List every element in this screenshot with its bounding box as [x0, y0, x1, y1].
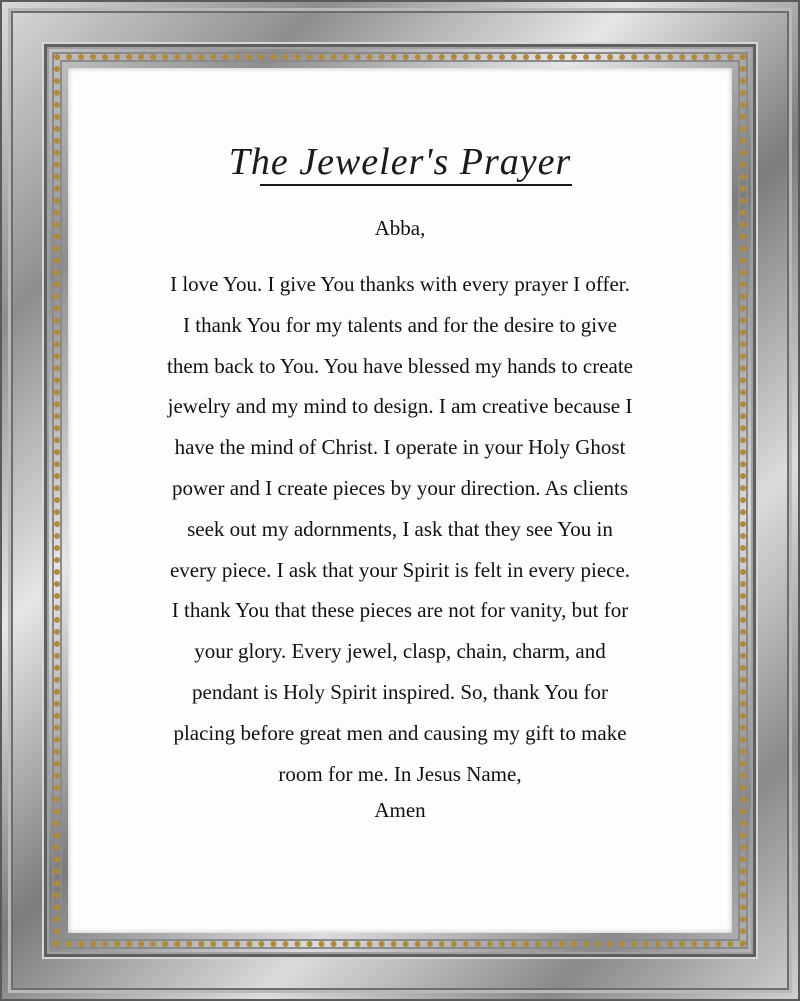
- prayer-line: every piece. I ask that your Spirit is felt in every piece.: [169, 557, 631, 582]
- prayer-document: [68, 68, 732, 933]
- prayer-body: [68, 264, 732, 794]
- prayer-title: The Jeweler's Prayer: [228, 141, 572, 183]
- prayer-line: I thank You that these pieces are not for vanity, but for: [171, 598, 629, 623]
- prayer-line: pendant is Holy Spirit inspired. So, thank You for: [192, 679, 608, 704]
- prayer-closing: Amen: [374, 798, 426, 822]
- prayer-line: seek out my adornments, I ask that they see You in: [187, 516, 613, 541]
- prayer-line: have the mind of Christ. I operate in your Holy Ghost: [174, 435, 626, 460]
- prayer-line: them back to You. You have blessed my hands to create: [166, 353, 634, 378]
- prayer-line: jewelry and my mind to design. I am creative because I: [167, 394, 633, 419]
- prayer-greeting: Abba,: [374, 216, 426, 240]
- prayer-line: I thank You for my talents and for the desire to give: [183, 312, 617, 337]
- title-underline: [260, 184, 572, 186]
- prayer-line: power and I create pieces by your direction. As clients: [171, 475, 628, 500]
- prayer-line: I love You. I give You thanks with every prayer I offer.: [170, 272, 630, 296]
- prayer-line: placing before great men and causing my gift to make: [173, 720, 627, 745]
- prayer-line: your glory. Every jewel, clasp, chain, charm, and: [194, 639, 606, 664]
- prayer-line: room for me. In Jesus Name,: [278, 761, 522, 786]
